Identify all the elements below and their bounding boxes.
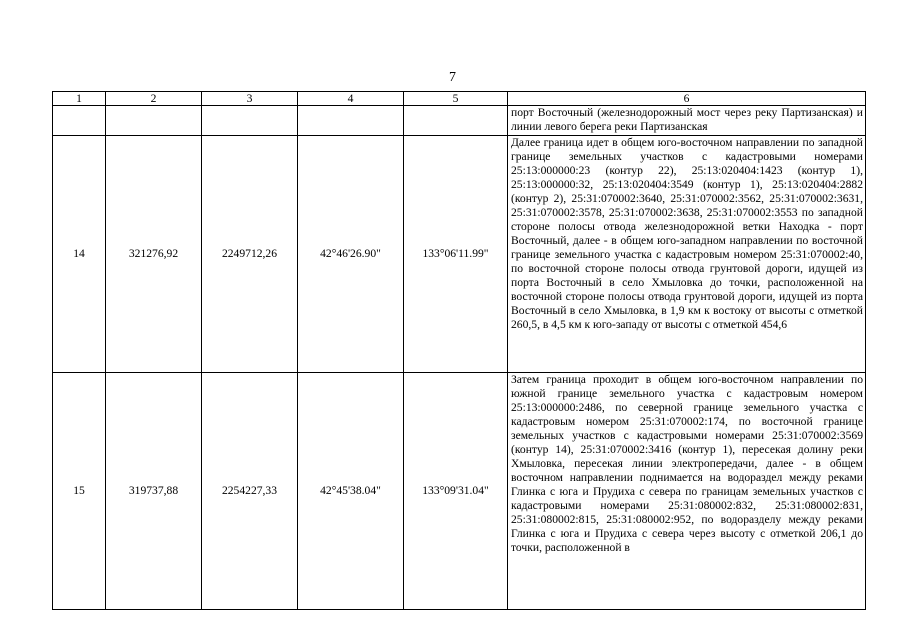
longitude-cell: 133°06'11.99"	[404, 136, 508, 373]
y-coordinate-cell: 2254227,33	[202, 373, 298, 610]
column-header: 2	[106, 92, 202, 106]
point-number-cell: 15	[53, 373, 106, 610]
column-header: 5	[404, 92, 508, 106]
y-coordinate-cell: 2249712,26	[202, 136, 298, 373]
x-coordinate-cell	[106, 106, 202, 136]
boundary-description-cell: порт Восточный (железнодорожный мост через реку Партизанская) и линии левого берега реки Партизанская	[508, 106, 866, 136]
table-header-row	[53, 92, 866, 106]
longitude-cell	[404, 106, 508, 136]
column-header: 1	[53, 92, 106, 106]
table-row	[53, 106, 866, 136]
latitude-cell	[298, 106, 404, 136]
boundary-description-cell: Далее граница идет в общем юго-восточном направлении по западной границе земельных участков с кадастровыми номерами 25:13:000000:23 (контур 22), 25:13:020404:1423 (контур 1), 25:13:000000:32, 25:13:020404:3549 (контур 1), 25:13:020404:2882 (контур 2), 25:31:070002:3640, 25:31:070002:3562, 25:31:070002:3631, 25:31:070002:3578, 25:31:070002:3638, 25:31:070002:3553 по западной стороне полосы отвода железнодорожной ветки Находка - порт Восточный, далее - в общем юго-западном направлении по восточной границе земельного участка с кадастровым номером 25:31:070002:40, по восточной стороне полосы отвода грунтовой дороги, идущей из порта Восточный в село Хмыловка до точки, расположенной на восточной стороне полосы отвода грунтовой дороги, идущей из порта Восточный в село Хмыловка, в 1,9 км к востоку от высоты с отметкой 260,5, в 4,5 км к юго-западу от высоты с отметкой 454,6	[508, 136, 866, 373]
column-header: 3	[202, 92, 298, 106]
longitude-cell: 133°09'31.04"	[404, 373, 508, 610]
coordinates-table	[52, 91, 866, 610]
column-header: 4	[298, 92, 404, 106]
latitude-cell: 42°45'38.04"	[298, 373, 404, 610]
latitude-cell: 42°46'26.90"	[298, 136, 404, 373]
boundary-description-cell: Затем граница проходит в общем юго-восточном направлении по южной границе земельного участка с кадастровым номером 25:13:000000:2486, по северной границе земельного участка с кадастровым номером 25:31:070002:174, по восточной границе земельных участков с кадастровыми номерами 25:31:070002:3569 (контур 14), 25:31:070002:3416 (контур 1), пересекая долину реки Хмыловка, пересекая линии электропередачи, далее - в общем восточном направлении поднимается на водораздел между реками Глинка с юга и Прудиха с севера по границам земельных участков с кадастровыми номерами 25:31:080002:832, 25:31:080002:831, 25:31:080002:815, 25:31:080002:952, по водоразделу между реками Глинка с юга и Прудиха с севера через высоту с отметкой 206,1 до точки, расположенной в	[508, 373, 866, 610]
y-coordinate-cell	[202, 106, 298, 136]
point-number-cell	[53, 106, 106, 136]
page-number: 7	[449, 70, 456, 85]
point-number-cell: 14	[53, 136, 106, 373]
x-coordinate-cell: 319737,88	[106, 373, 202, 610]
x-coordinate-cell: 321276,92	[106, 136, 202, 373]
column-header: 6	[508, 92, 866, 106]
